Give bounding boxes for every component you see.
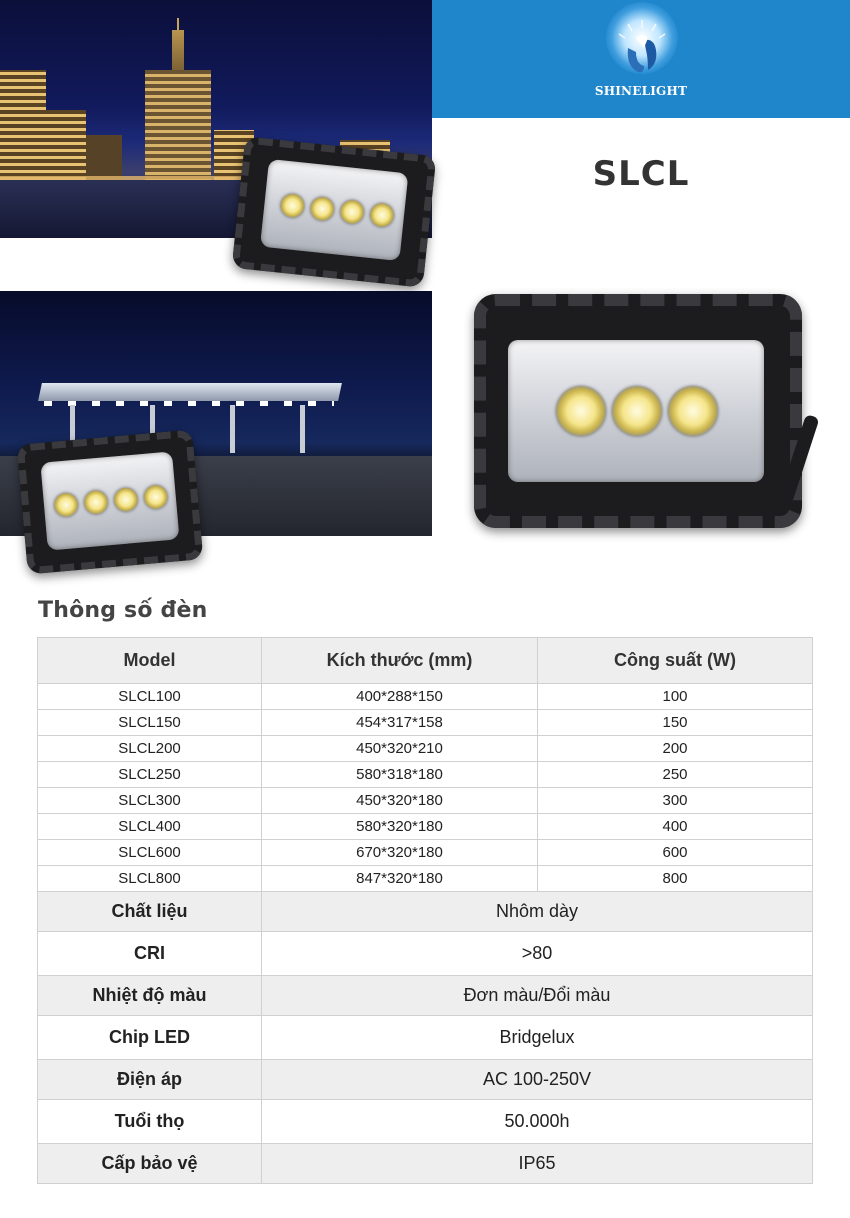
spec-heading: Thông số đèn <box>38 598 208 623</box>
model-cell: SLCL150 <box>38 710 262 736</box>
property-value: 50.000h <box>262 1100 813 1144</box>
table-row <box>38 710 813 736</box>
power-cell: 200 <box>538 736 813 762</box>
size-cell: 847*320*180 <box>262 866 538 892</box>
power-cell: 250 <box>538 762 813 788</box>
property-value: Nhôm dày <box>262 892 813 932</box>
table-row <box>38 762 813 788</box>
floodlight-image <box>232 136 437 287</box>
property-label: CRI <box>38 932 262 976</box>
size-cell: 670*320*180 <box>262 840 538 866</box>
property-row <box>38 976 813 1016</box>
size-cell: 580*318*180 <box>262 762 538 788</box>
size-cell: 450*320*210 <box>262 736 538 762</box>
property-label: Chip LED <box>38 1016 262 1060</box>
property-row <box>38 932 813 976</box>
property-row <box>38 1100 813 1144</box>
model-cell: SLCL600 <box>38 840 262 866</box>
property-label: Điện áp <box>38 1060 262 1100</box>
size-cell: 450*320*180 <box>262 788 538 814</box>
shinelight-logo-icon <box>614 18 670 78</box>
floodlight-product-image <box>474 294 802 528</box>
floodlight-image <box>17 430 204 575</box>
model-cell: SLCL300 <box>38 788 262 814</box>
property-label: Nhiệt độ màu <box>38 976 262 1016</box>
size-cell: 400*288*150 <box>262 684 538 710</box>
brand-name: SHINELIGHT <box>594 84 688 98</box>
table-row <box>38 684 813 710</box>
column-header-power: Công suất (W) <box>538 638 813 684</box>
property-row <box>38 1016 813 1060</box>
table-row <box>38 788 813 814</box>
property-row <box>38 1144 813 1184</box>
model-cell: SLCL800 <box>38 866 262 892</box>
table-row <box>38 840 813 866</box>
property-row <box>38 892 813 932</box>
power-cell: 150 <box>538 710 813 736</box>
model-cell: SLCL200 <box>38 736 262 762</box>
table-row <box>38 736 813 762</box>
property-value: IP65 <box>262 1144 813 1184</box>
logo-panel <box>432 0 850 118</box>
power-cell: 800 <box>538 866 813 892</box>
power-cell: 300 <box>538 788 813 814</box>
table-header-row <box>38 638 813 684</box>
property-label: Tuổi thọ <box>38 1100 262 1144</box>
spec-table <box>37 637 813 1184</box>
property-value: Đơn màu/Đổi màu <box>262 976 813 1016</box>
property-label: Chất liệu <box>38 892 262 932</box>
property-value: AC 100-250V <box>262 1060 813 1100</box>
power-cell: 600 <box>538 840 813 866</box>
property-label: Cấp bảo vệ <box>38 1144 262 1184</box>
model-cell: SLCL400 <box>38 814 262 840</box>
property-value: >80 <box>262 932 813 976</box>
power-cell: 400 <box>538 814 813 840</box>
column-header-model: Model <box>38 638 262 684</box>
table-row <box>38 866 813 892</box>
column-header-size: Kích thước (mm) <box>262 638 538 684</box>
product-title: SLCL <box>592 154 690 194</box>
size-cell: 454*317*158 <box>262 710 538 736</box>
table-row <box>38 814 813 840</box>
power-cell: 100 <box>538 684 813 710</box>
model-cell: SLCL250 <box>38 762 262 788</box>
property-row <box>38 1060 813 1100</box>
size-cell: 580*320*180 <box>262 814 538 840</box>
property-value: Bridgelux <box>262 1016 813 1060</box>
model-cell: SLCL100 <box>38 684 262 710</box>
